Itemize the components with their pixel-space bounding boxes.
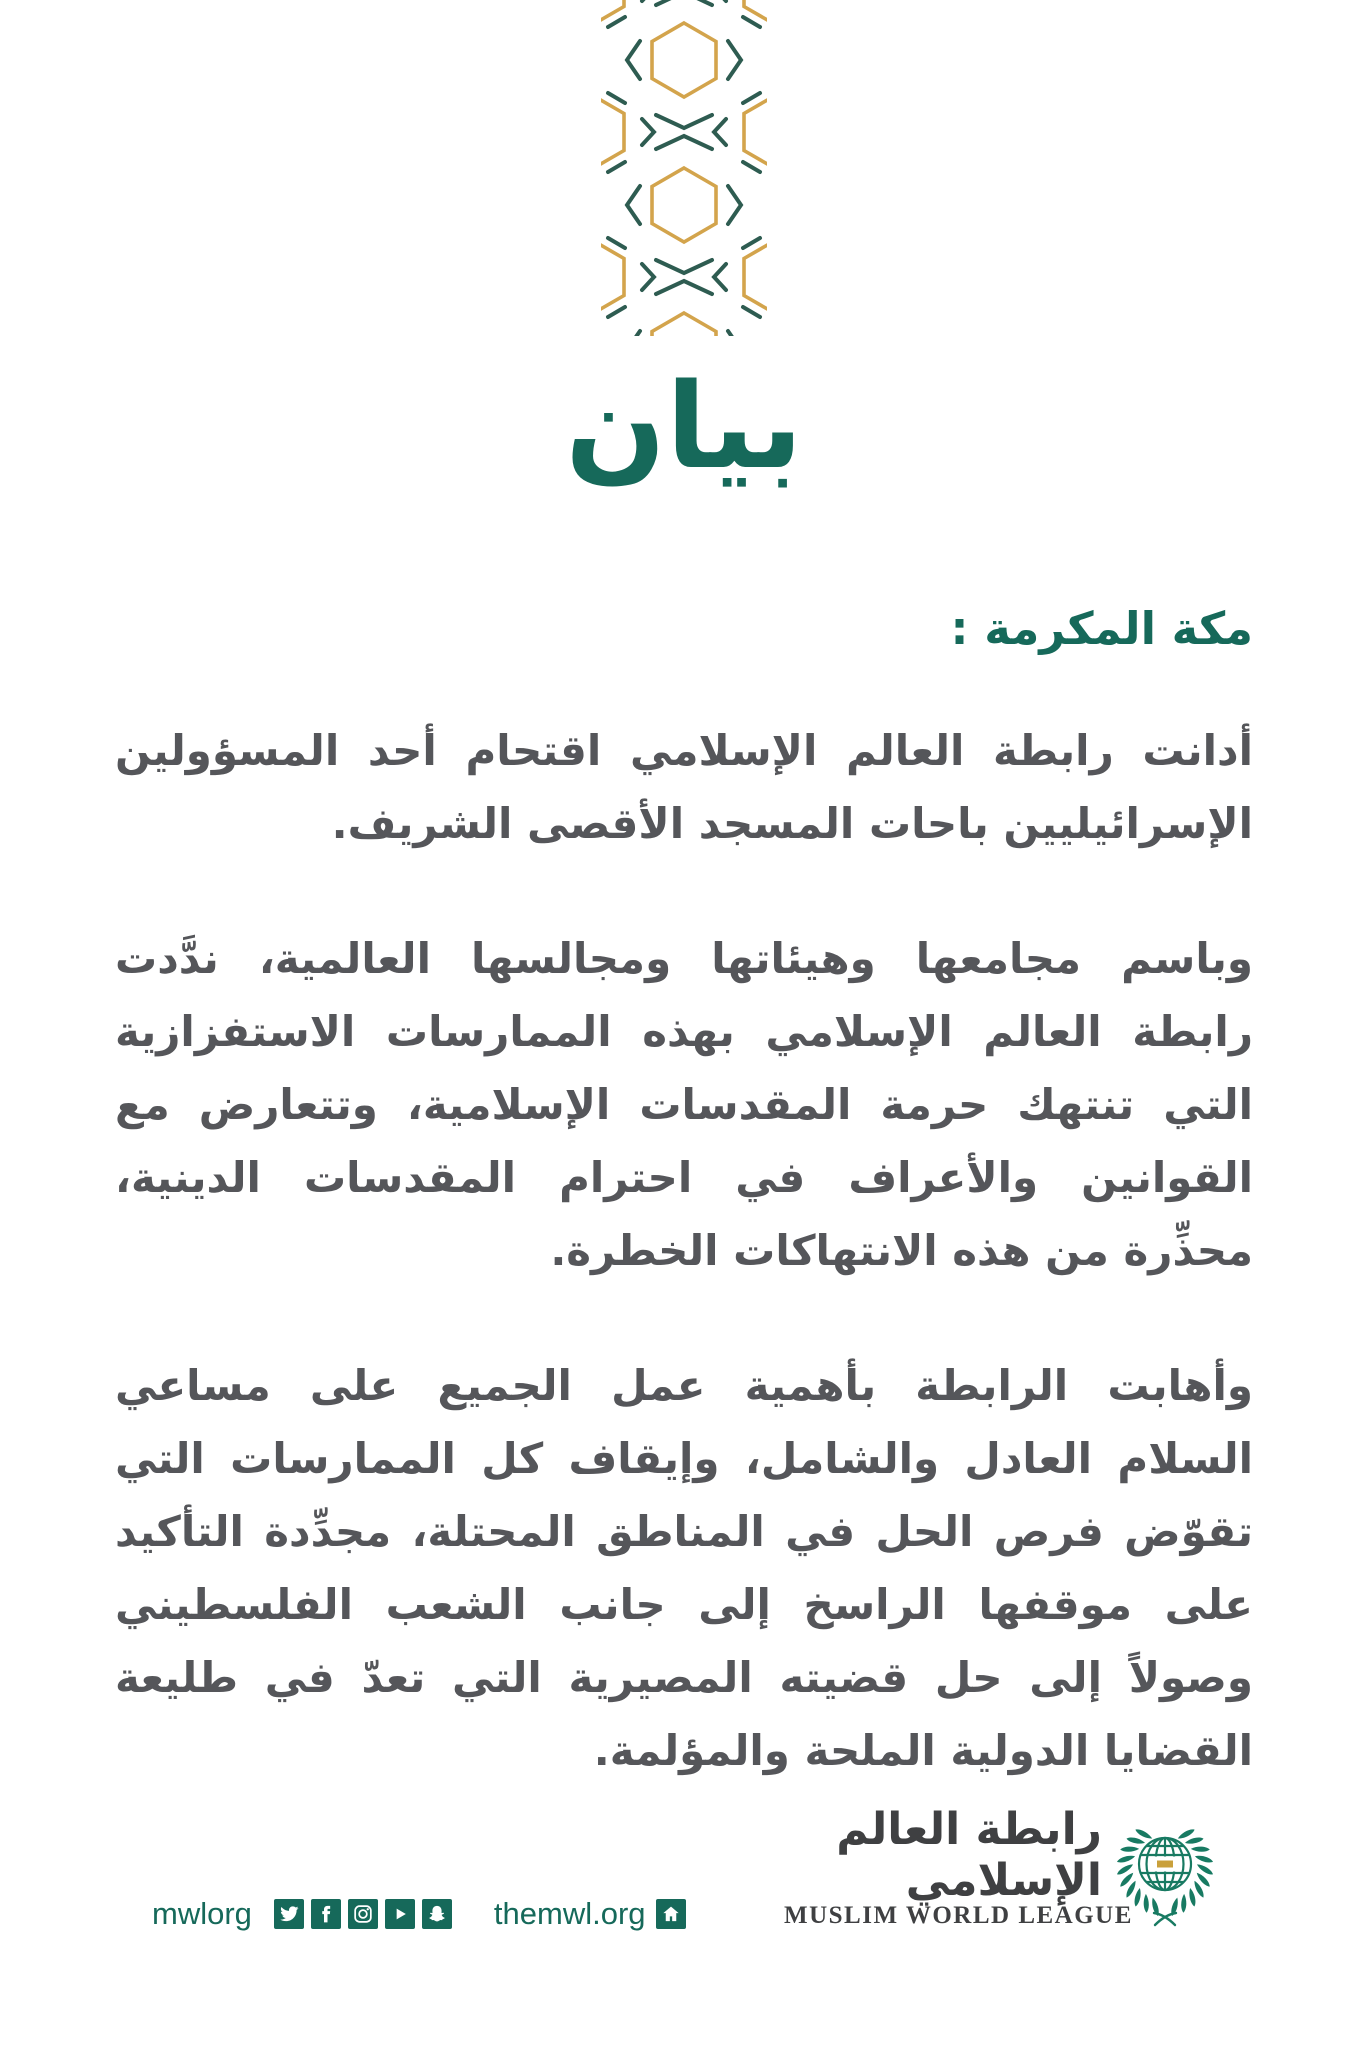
mwl-english-name: MUSLIM WORLD LEAGUE [784,1902,1133,1929]
home-icon[interactable] [656,1899,686,1929]
mwl-emblem-icon [1112,1818,1218,1932]
snapchat-icon[interactable] [422,1899,452,1929]
youtube-icon[interactable] [385,1899,415,1929]
paragraph: وأهابت الرابطة بأهمية عمل الجميع على مساعي السلام العادل والشامل، وإيقاف كل الممارسات التي تقوّض فرص الحل في المناطق المحتلة، مجدِّدة التأكيد على موقفها الراسخ إلى جانب الشعب الفلسطيني وصولاً إلى حل قضيته المصيرية التي تعدّ في طليعة القضايا الدولية الملحة والمؤلمة. [115,1361,1253,1775]
twitter-icon[interactable] [274,1899,304,1929]
instagram-icon[interactable] [348,1899,378,1929]
house-glyph [661,1904,681,1924]
statement-body [115,714,1253,1849]
social-handle[interactable]: mwlorg [152,1896,252,1931]
location-heading: مكة المكرمة : [950,602,1253,655]
islamic-geometric-pattern [601,0,767,336]
paragraph: أدانت رابطة العالم الإسلامي اقتحام أحد المسؤولين الإسرائيليين باحات المسجد الأقصى الشريف. [115,726,1253,848]
instagram-camera-glyph [353,1904,373,1924]
paragraph: وباسم مجامعها وهيئاتها ومجالسها العالمية، ندَّدت رابطة العالم الإسلامي بهذه الممارسات الاستفزازية التي تنتهك حرمة المقدسات الإسلامية، وتتعارض مع القوانين والأعراف في احترام المقدسات الدينية، محذِّرة من هذه الانتهاكات الخطرة. [115,934,1253,1275]
play-triangle-glyph [390,1904,410,1924]
mwl-arabic-calligraphy: رابطة العالم الإسلامي [836,1804,1102,1906]
social-icons [274,1899,452,1929]
facebook-icon[interactable] [311,1899,341,1929]
website-url[interactable]: themwl.org [493,1896,646,1931]
twitter-bird-glyph [279,1904,299,1924]
footer-social-bar [152,1894,686,1934]
snapchat-ghost-glyph [427,1904,447,1924]
page-title: بيان [565,357,803,495]
facebook-f-glyph [316,1904,336,1924]
